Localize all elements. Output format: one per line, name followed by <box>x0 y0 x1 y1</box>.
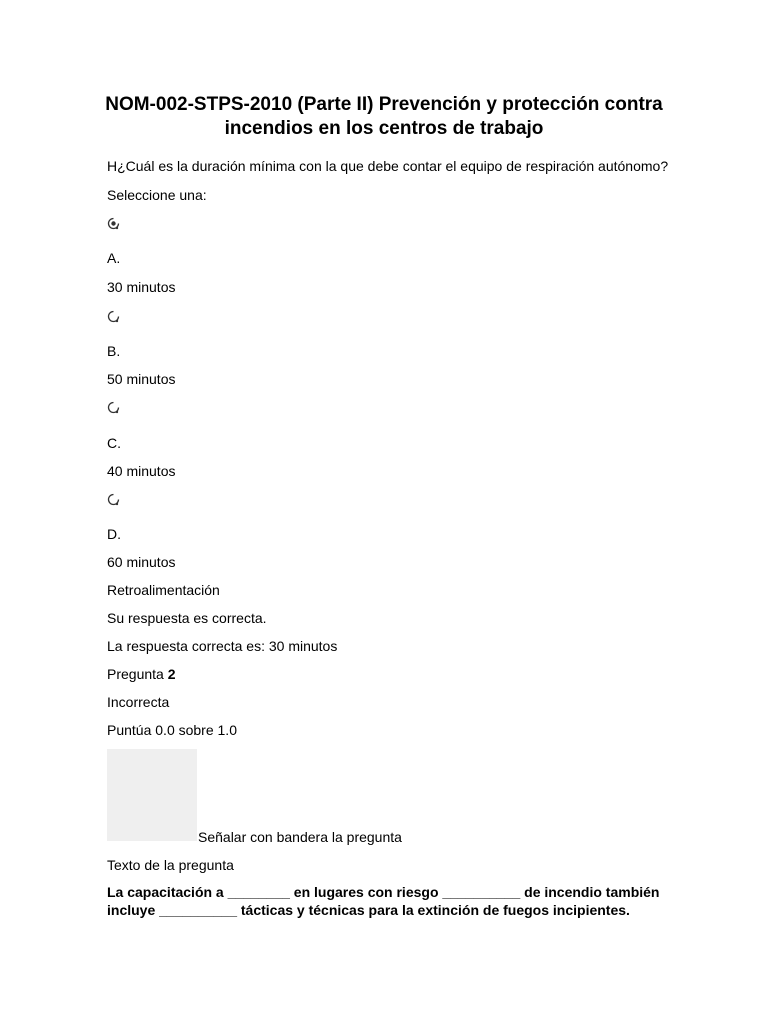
option-b-value: 50 minutos <box>107 371 176 387</box>
option-a-value: 30 minutos <box>107 279 176 295</box>
option-c-value: 40 minutos <box>107 463 176 479</box>
option-c-letter: C. <box>107 435 121 451</box>
select-one-label: Seleccione una: <box>107 187 207 203</box>
question-2-score: Puntúa 0.0 sobre 1.0 <box>107 722 237 738</box>
option-b-letter: B. <box>107 343 121 359</box>
page-title: NOM-002-STPS-2010 (Parte II) Prevención y protección contra incendios en los centros de trabajo <box>105 94 663 139</box>
option-d-value: 60 minutos <box>107 554 176 570</box>
option-d-letter: D. <box>107 526 121 542</box>
option-c-radio[interactable] <box>107 401 120 414</box>
feedback-result: Su respuesta es correcta. <box>107 610 267 626</box>
question-1-text: H¿Cuál es la duración mínima con la que debe contar el equipo de respiración autónomo? <box>107 158 669 174</box>
radio-unselected-icon <box>107 310 120 323</box>
question-text-heading: Texto de la pregunta <box>107 857 234 873</box>
option-a-radio[interactable] <box>107 217 120 230</box>
radio-unselected-icon <box>107 401 120 414</box>
question-2-status: Incorrecta <box>107 694 170 710</box>
flag-placeholder-image <box>107 749 197 841</box>
radio-selected-icon <box>107 217 120 230</box>
question-label: Pregunta <box>107 666 164 682</box>
question-number: 2 <box>167 666 176 682</box>
option-b-radio[interactable] <box>107 310 120 323</box>
flag-question-link[interactable]: Señalar con bandera la pregunta <box>198 829 402 845</box>
feedback-heading: Retroalimentación <box>107 582 220 598</box>
correct-answer: La respuesta correcta es: 30 minutos <box>107 638 338 654</box>
option-a-letter: A. <box>107 250 121 266</box>
option-d-radio[interactable] <box>107 493 120 506</box>
radio-unselected-icon <box>107 493 120 506</box>
question-2-text: La capacitación a ________ en lugares con riesgo __________ de incendio también incluye __________ tácticas y técnicas para la extinción de fuegos incipientes. <box>107 884 660 918</box>
question-2-heading <box>107 665 176 683</box>
